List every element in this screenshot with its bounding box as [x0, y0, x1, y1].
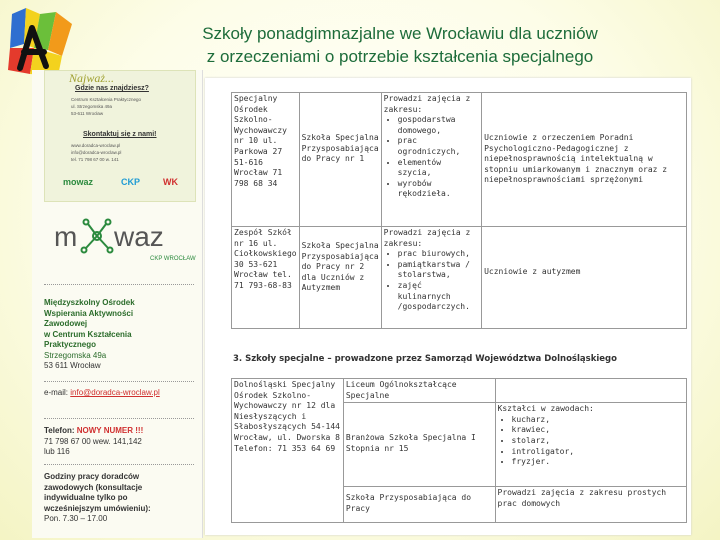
- contact-line-3: tel. 71 798 67 00 w. 141: [71, 157, 119, 162]
- school-cell: Liceum Ogólnokształcące Specjalne: [343, 379, 495, 403]
- org-cell: Dolnośląski Specjalny Ośrodek Szkolno-Wychowawczy nr 12 dla Niesłyszących i Słabosłyszących 54-144 Wrocław, ul. Dworska 8 Telefon: 71 353 64 69: [232, 379, 344, 523]
- hours-line-2: zawodowych (konsultacje: [44, 482, 143, 492]
- mini-logo-ckp: CKP: [121, 177, 141, 187]
- activities-intro: Prowadzi zajęcia z zakresu:: [383, 228, 471, 248]
- school-cell: Szkoła Specjalna Przysposabiająca do Pracy nr 2 dla Uczniów z Autyzmem: [299, 227, 381, 329]
- address-line-2: 53 611 Wrocław: [44, 361, 101, 370]
- trade-item: • introligator,: [512, 447, 685, 458]
- org-line-1: Międzyszkolny Ośrodek: [44, 298, 135, 307]
- sidebar-divider: [44, 284, 194, 285]
- mini-logo-mowaz: mowaz: [63, 177, 94, 187]
- students-cell: Uczniowie z orzeczeniem Poradni Psychologiczno-Pedagogicznej z niepełnosprawnością intelektualną w stopniu umiarkowanym i znacznym oraz z niepełnosprawnościami sprzężonymi: [482, 93, 687, 227]
- school-cell: Szkoła Przysposabiająca do Pracy: [343, 487, 495, 523]
- brochure-cover: [44, 70, 196, 202]
- activities-cell: [381, 227, 481, 329]
- phone-block: [44, 426, 199, 458]
- email-block: [44, 388, 199, 399]
- activities-intro: Prowadzi zajęcia z zakresu:: [383, 94, 471, 114]
- where-heading: Gdzie nas znajdziesz?: [75, 85, 149, 92]
- org-cell: Zespół Szkół nr 16 ul. Ciołkowskiego 30 53-621 Wrocław tel. 71 793-68-83: [232, 227, 300, 329]
- hours-monday: Pon. 7.30 – 17.00: [44, 514, 108, 523]
- activity-item: • pamiątkarstwa / stolarstwa,: [398, 260, 479, 281]
- trades-intro: Kształci w zawodach:: [497, 404, 594, 414]
- title-line-2: z orzeczeniami o potrzebie kształcenia specjalnego: [206, 47, 594, 66]
- sidebar-divider-3: [44, 418, 194, 419]
- activity-item: • zajęć kulinarnych /gospodarczych.: [398, 281, 479, 313]
- where-line-2: ul. Strzegomska 49a: [71, 104, 113, 109]
- where-line-3: 53-611 Wrocław: [71, 111, 104, 116]
- hours-line-1: Godziny pracy doradców: [44, 472, 140, 481]
- sidebar-divider-4: [44, 464, 194, 465]
- activity-item: • gospodarstwa domowego,: [398, 115, 479, 136]
- org-line-2: Wspierania Aktywności: [44, 308, 134, 318]
- activity-item: • elementów szycia,: [398, 158, 479, 179]
- trade-item: • stolarz,: [512, 436, 685, 447]
- activity-item: • wyrobów rękodzieła.: [398, 179, 479, 200]
- brochure-heading: Najważ...: [69, 71, 115, 85]
- school-cell: Szkoła Specjalna Przysposabiająca do Pracy nr 1: [299, 93, 381, 227]
- phone-notice: NOWY NUMER !!!: [76, 426, 144, 435]
- document-page: [205, 78, 691, 535]
- contact-heading: Skontaktuj się z nami!: [83, 131, 157, 138]
- hours-line-4: wcześniejszym umówieniu):: [44, 503, 151, 513]
- trade-item: • fryzjer.: [512, 457, 685, 468]
- activities-cell: [381, 93, 481, 227]
- activity-item: • prac biurowych,: [398, 249, 479, 260]
- schools-table-2: [231, 378, 687, 523]
- mowaz-sub: CKP WROCŁAW: [150, 256, 196, 262]
- phone-extension: lub 116: [44, 447, 70, 456]
- activity-item: • prac ogrodniczych,: [398, 136, 479, 157]
- table-row: [232, 379, 687, 403]
- sidebar-divider-2: [44, 381, 194, 382]
- mini-logo-wk: WK: [163, 177, 178, 187]
- trade-item: • krawiec,: [512, 425, 685, 436]
- contact-line-1: www.doradca-wroclaw.pl: [71, 143, 121, 148]
- org-line-5: Praktycznego: [44, 340, 97, 349]
- trade-item: • kucharz,: [512, 415, 685, 426]
- title-line-1: Szkoły ponadgimnazjalne we Wrocławiu dla uczniów: [202, 24, 598, 43]
- hours-block: [44, 472, 199, 525]
- table-row: [232, 93, 687, 227]
- email-label: e-mail:: [44, 388, 69, 397]
- mowaz-text-waz: waz: [114, 221, 164, 252]
- table-row: [232, 227, 687, 329]
- email-link[interactable]: info@doradca-wroclaw.pl: [70, 388, 160, 397]
- mowaz-text-m: m: [54, 221, 78, 252]
- activity-cell: Prowadzi zajęcia z zakresu prostych prac domowych: [495, 487, 687, 523]
- where-line-1: Centrum Kształcenia Praktycznego: [71, 97, 142, 102]
- org-block: [44, 298, 199, 372]
- school-logo-icon: [4, 4, 78, 80]
- phone-label: Telefon:: [44, 426, 75, 435]
- page-title: [120, 22, 680, 68]
- phone-number: 71 798 67 00 wew. 141,142: [44, 436, 142, 446]
- brochure-sidebar: [32, 70, 203, 538]
- empty-cell: [495, 379, 687, 403]
- school-cell: Branżowa Szkoła Specjalna I Stopnia nr 15: [343, 403, 495, 487]
- address-line-1: Strzegomska 49a: [44, 350, 107, 360]
- students-cell: Uczniowie z autyzmem: [482, 227, 687, 329]
- org-cell: Specjalny Ośrodek Szkolno-Wychowawczy nr 10 ul. Parkowa 27 51-616 Wrocław 71 798 68 34: [232, 93, 300, 227]
- hours-line-3: indywidualne tylko po: [44, 493, 128, 502]
- contact-line-2: info@doradca-wroclaw.pl: [71, 150, 122, 155]
- mowaz-logo-icon: [52, 210, 202, 270]
- org-line-4: w Centrum Kształcenia: [44, 329, 132, 339]
- trades-cell: [495, 403, 687, 487]
- schools-table-1: [231, 92, 687, 329]
- org-line-3: Zawodowej: [44, 319, 88, 328]
- section-3-heading: 3. Szkoły specjalne – prowadzone przez Samorząd Województwa Dolnośląskiego: [233, 354, 617, 364]
